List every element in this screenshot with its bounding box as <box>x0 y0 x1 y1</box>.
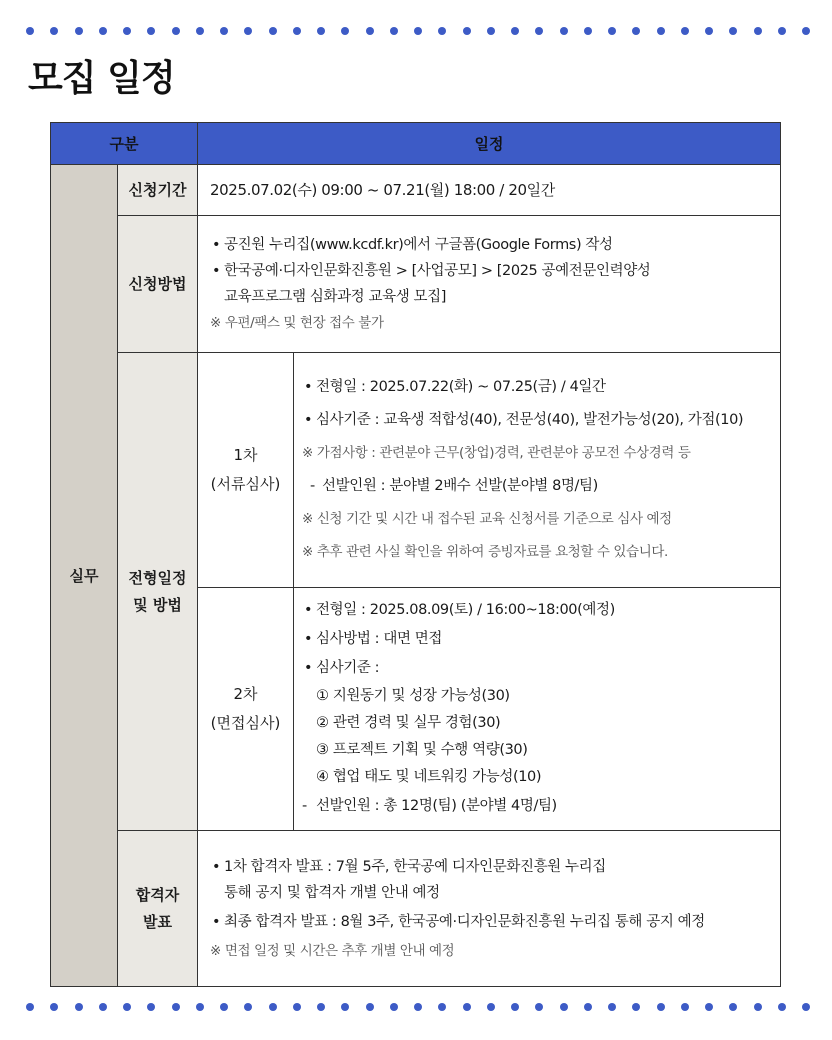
border-dot <box>244 1003 252 1011</box>
apply-period-label: 신청기간 <box>118 165 198 216</box>
border-dot <box>26 1003 34 1011</box>
border-dot <box>438 1003 446 1011</box>
border-dot <box>778 1003 786 1011</box>
round1-date: • 전형일 : 2025.07.22(화) ~ 07.25(금) / 4일간 <box>302 371 768 404</box>
round2-sub: (면접심사) <box>210 714 281 732</box>
border-dot <box>657 27 665 35</box>
border-dot <box>778 27 786 35</box>
announcement-cell <box>198 831 781 987</box>
border-dot <box>269 1003 277 1011</box>
apply-method-line-2b: 교육프로그램 심화과정 교육생 모집] <box>224 289 447 305</box>
announcement-note: ※ 면접 일정 및 시간은 추후 개별 안내 예정 <box>210 942 455 959</box>
border-dot <box>657 1003 665 1011</box>
border-dot <box>463 1003 471 1011</box>
border-dot <box>99 1003 107 1011</box>
border-dot <box>487 27 495 35</box>
bottom-dot-border <box>26 1003 810 1013</box>
border-dot <box>729 27 737 35</box>
announcement-line-1a: • 1차 합격자 발표 : 7월 5주, 한국공예 디자인문화진흥원 누리집 <box>210 854 768 880</box>
round2-date: • 전형일 : 2025.08.09(토) / 16:00~18:00(예정) <box>302 596 768 625</box>
border-dot <box>220 27 228 35</box>
border-dot <box>123 27 131 35</box>
border-dot <box>608 27 616 35</box>
border-dot <box>341 1003 349 1011</box>
round2-cell <box>198 588 294 831</box>
apply-method-line-1: • 공진원 누리집(www.kcdf.kr)에서 구글폼(Google Forms) 작성 <box>210 232 768 258</box>
border-dot <box>754 1003 762 1011</box>
announcement-label-cell <box>118 831 198 987</box>
announcement-line-2: • 최종 합격자 발표 : 8월 3주, 한국공예·디자인문화진흥원 누리집 통해 공지 예정 <box>210 909 768 935</box>
apply-period-cell <box>198 165 781 216</box>
border-dot <box>414 27 422 35</box>
apply-method-cell <box>198 216 781 353</box>
border-dot <box>560 27 568 35</box>
selection-label-cell <box>118 353 198 831</box>
border-dot <box>560 1003 568 1011</box>
border-dot <box>511 1003 519 1011</box>
border-dot <box>414 1003 422 1011</box>
main-category-label: 실무 <box>69 567 99 585</box>
round2-method: • 심사방법 : 대면 면접 <box>302 625 768 654</box>
round2-criterion-2: ② 관련 경력 및 실무 경험(30) <box>316 715 501 731</box>
round1-quota: - 선발인원 : 분야별 2배수 선발(분야별 8명/팀) <box>302 470 768 503</box>
round1-cell <box>198 353 294 588</box>
round1-criteria: • 심사기준 : 교육생 적합성(40), 전문성(40), 발전가능성(20), 가점(10) <box>302 404 768 437</box>
border-dot <box>632 27 640 35</box>
table-row <box>51 216 781 353</box>
border-dot <box>390 1003 398 1011</box>
border-dot <box>341 27 349 35</box>
border-dot <box>632 1003 640 1011</box>
border-dot <box>196 27 204 35</box>
round1-content <box>294 353 781 588</box>
round2-content <box>294 588 781 831</box>
apply-method-note: ※ 우편/팩스 및 현장 접수 불가 <box>210 315 384 331</box>
border-dot <box>729 1003 737 1011</box>
table-header-row <box>51 123 781 165</box>
selection-label-line-2: 및 방법 <box>133 595 182 614</box>
border-dot <box>438 27 446 35</box>
apply-method-label: 신청방법 <box>118 216 198 353</box>
border-dot <box>50 27 58 35</box>
border-dot <box>366 27 374 35</box>
border-dot <box>802 27 810 35</box>
table-row <box>51 165 781 216</box>
round2-quota: - 선발인원 : 총 12명(팀) (분야별 4명/팀) <box>302 791 768 822</box>
border-dot <box>293 27 301 35</box>
border-dot <box>754 27 762 35</box>
border-dot <box>366 1003 374 1011</box>
border-dot <box>123 1003 131 1011</box>
border-dot <box>244 27 252 35</box>
round2-criterion-1: ① 지원동기 및 성장 가능성(30) <box>316 688 510 704</box>
border-dot <box>584 27 592 35</box>
announcement-line-1b: 통해 공지 및 합격자 개별 안내 예정 <box>224 884 440 901</box>
border-dot <box>147 27 155 35</box>
table-row <box>51 831 781 987</box>
border-dot <box>172 1003 180 1011</box>
border-dot <box>317 27 325 35</box>
border-dot <box>317 1003 325 1011</box>
border-dot <box>584 1003 592 1011</box>
table-row <box>51 353 781 588</box>
border-dot <box>608 1003 616 1011</box>
main-category-cell <box>51 165 118 987</box>
border-dot <box>220 1003 228 1011</box>
border-dot <box>463 27 471 35</box>
border-dot <box>172 27 180 35</box>
round2-name: 2차 <box>233 685 258 703</box>
round1-note-2: ※ 신청 기간 및 시간 내 접수된 교육 신청서를 기준으로 심사 예정 <box>302 511 672 527</box>
page-title: 모집 일정 <box>28 58 175 99</box>
border-dot <box>511 27 519 35</box>
border-dot <box>487 1003 495 1011</box>
round1-sub: (서류심사) <box>210 475 281 493</box>
border-dot <box>26 27 34 35</box>
border-dot <box>75 1003 83 1011</box>
apply-period-value: 2025.07.02(수) 09:00 ~ 07.21(월) 18:00 / 20일간 <box>210 181 555 199</box>
round2-criteria-title: • 심사기준 : <box>302 654 768 683</box>
border-dot <box>196 1003 204 1011</box>
border-dot <box>50 1003 58 1011</box>
round1-name: 1차 <box>233 446 258 464</box>
announcement-label-line-2: 발표 <box>143 912 172 931</box>
border-dot <box>681 1003 689 1011</box>
schedule-table <box>50 122 781 987</box>
apply-method-line-2a: • 한국공예·디자인문화진흥원 > [사업공모] > [2025 공예전문인력양성 <box>210 258 768 284</box>
selection-label-line-1: 전형일정 <box>128 568 187 587</box>
border-dot <box>705 1003 713 1011</box>
border-dot <box>390 27 398 35</box>
border-dot <box>705 27 713 35</box>
border-dot <box>535 27 543 35</box>
border-dot <box>293 1003 301 1011</box>
header-category: 구분 <box>51 123 198 165</box>
top-dot-border <box>26 27 810 37</box>
round1-note-1: ※ 가점사항 : 관련분야 근무(창업)경력, 관련분야 공모전 수상경력 등 <box>302 445 691 461</box>
header-schedule: 일정 <box>198 123 781 165</box>
round2-criterion-3: ③ 프로젝트 기획 및 수행 역량(30) <box>316 742 528 758</box>
border-dot <box>681 27 689 35</box>
border-dot <box>269 27 277 35</box>
announcement-label-line-1: 합격자 <box>135 885 180 904</box>
border-dot <box>802 1003 810 1011</box>
border-dot <box>99 27 107 35</box>
border-dot <box>147 1003 155 1011</box>
border-dot <box>75 27 83 35</box>
border-dot <box>535 1003 543 1011</box>
round2-criterion-4: ④ 협업 태도 및 네트워킹 가능성(10) <box>316 769 542 785</box>
round1-note-3: ※ 추후 관련 사실 확인을 위하여 증빙자료를 요청할 수 있습니다. <box>302 544 668 560</box>
